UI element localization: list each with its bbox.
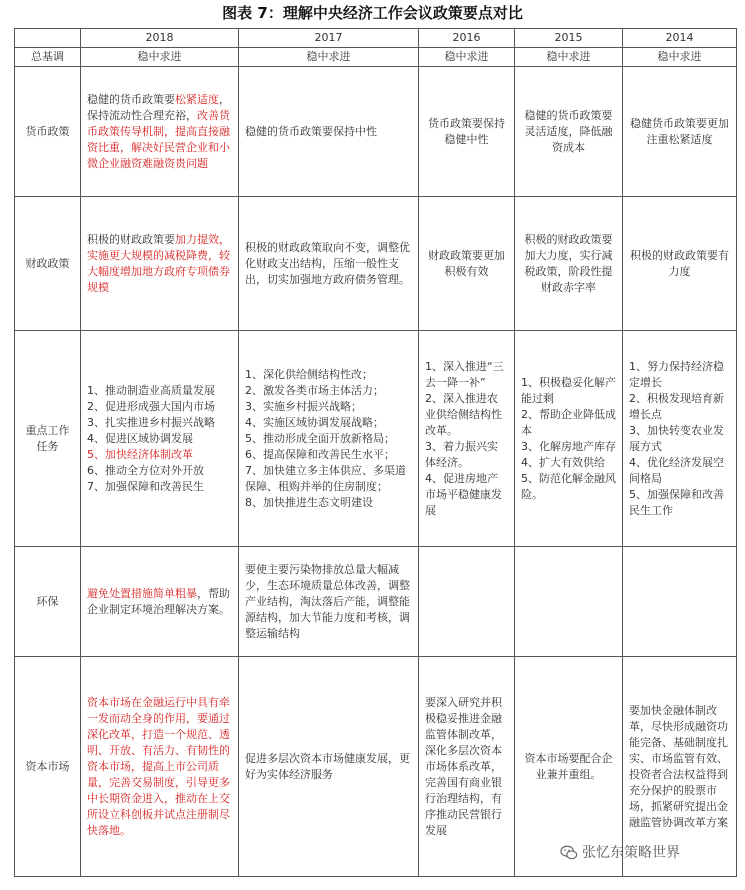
tasks-2018-item: 5、加快经济体制改革 <box>87 447 193 461</box>
monetary-2018-seg: ，保持流动性合理充裕， <box>87 92 230 122</box>
tasks-2017-item: 5、推动形成全面开放新格局； <box>245 431 395 445</box>
wechat-icon <box>560 844 578 862</box>
env-label: 环保 <box>15 547 81 657</box>
tasks-2016-item: 3、着力振兴实体经济。 <box>425 439 498 469</box>
monetary-2018-seg: 松紧适度 <box>175 92 219 106</box>
capital-2018: 资本市场在金融运行中具有牵一发而动全身的作用，要通过深化改革，打造一个规范、透明、开放、有活力、有韧性的资本市场，提高上市公司质量，完善交易制度，引导更多中长期资金进入，推动在上交所设立科创板并试点注册制尽快落地。 <box>81 657 239 877</box>
env-row <box>15 547 737 657</box>
env-2018-seg: ，帮助企业制定环境治理解决方案。 <box>87 586 230 616</box>
fiscal-2015: 积极的财政政策要加大力度，实行减税政策，阶段性提财政赤字率 <box>515 197 623 331</box>
tasks-2014-item: 4、优化经济发展空间格局 <box>629 455 724 485</box>
tasks-label: 重点工作任务 <box>15 331 81 547</box>
tasks-2015-item: 1、积极稳妥化解产能过剩 <box>521 375 616 405</box>
general-tone-2018: 稳中求进 <box>81 48 239 67</box>
general-tone-2015: 稳中求进 <box>515 48 623 67</box>
tasks-2015-item: 3、化解房地产库存 <box>521 439 616 453</box>
tasks-2014-item: 5、加强保障和改善民生工作 <box>629 487 724 517</box>
tasks-2015 <box>515 331 623 547</box>
monetary-row <box>15 67 737 197</box>
tasks-2015-item: 4、扩大有效供给 <box>521 455 605 469</box>
tasks-2014-item: 2、积极发现培育新增长点 <box>629 391 724 421</box>
monetary-2015: 稳健的货币政策要灵活适度，降低融资成本 <box>515 67 623 197</box>
fiscal-2016: 财政政策要更加积极有效 <box>419 197 515 331</box>
tasks-2017-item: 7、加快建立多主体供应、多渠道保障、租购并举的住房制度； <box>245 463 406 493</box>
capital-label: 资本市场 <box>15 657 81 877</box>
monetary-2018-seg: 稳健的货币政策要 <box>87 92 175 106</box>
env-2015 <box>515 547 623 657</box>
year-2015-header: 2015 <box>515 29 623 48</box>
tasks-2015-item: 5、防范化解金融风险。 <box>521 471 616 501</box>
policy-comparison-table <box>14 28 737 877</box>
capital-2017: 促进多层次资本市场健康发展，更好为实体经济服务 <box>239 657 419 877</box>
fiscal-row <box>15 197 737 331</box>
env-2018-seg: 避免处置措施简单粗暴 <box>87 586 197 600</box>
fiscal-2018-seg: 积极的财政政策要 <box>87 232 175 246</box>
year-2014-header: 2014 <box>623 29 737 48</box>
tasks-2017-item: 8、加快推进生态文明建设 <box>245 495 373 509</box>
tasks-2018-item: 7、加强保障和改善民生 <box>87 479 204 493</box>
monetary-2014: 稳健货币政策要更加注重松紧适度 <box>623 67 737 197</box>
tasks-2015-item: 2、帮助企业降低成本 <box>521 407 616 437</box>
tasks-2017-item: 4、实施区域协调发展战略； <box>245 415 384 429</box>
tasks-2017 <box>239 331 419 547</box>
fiscal-2018-seg: 加力提效，实施更大规模的减税降费，较大幅度增加地方政府专项债券规模 <box>87 232 230 294</box>
tasks-2014-item: 3、加快转变农业发展方式 <box>629 423 724 453</box>
tasks-row <box>15 331 737 547</box>
tasks-2014 <box>623 331 737 547</box>
capital-2014: 要加快金融体制改革，尽快形成融资功能完备、基础制度扎实、市场监管有效、投资者合法权益得到充分保护的股票市场，抓紧研究提出金融监管协调改革方案 <box>623 657 737 877</box>
env-2018 <box>81 547 239 657</box>
env-2016 <box>419 547 515 657</box>
general-tone-label: 总基调 <box>15 48 81 67</box>
monetary-label: 货币政策 <box>15 67 81 197</box>
tasks-2017-item: 6、提高保障和改善民生水平； <box>245 447 395 461</box>
tasks-2017-item: 1、深化供给侧结构性改； <box>245 367 373 381</box>
tasks-2018-item: 4、促进区域协调发展 <box>87 431 193 445</box>
tasks-2016-item: 2、深入推进农业供给侧结构性改革。 <box>425 391 502 437</box>
env-2017: 要使主要污染物排放总量大幅减少，生态环境质量总体改善，调整产业结构，淘汰落后产能，调整能源结构，加大节能力度和考核，调整运输结构 <box>239 547 419 657</box>
tasks-2018 <box>81 331 239 547</box>
header-row <box>15 29 737 48</box>
general-tone-2014: 稳中求进 <box>623 48 737 67</box>
env-2014 <box>623 547 737 657</box>
tasks-2018-item: 3、扎实推进乡村振兴战略 <box>87 415 215 429</box>
tasks-2018-item: 6、推动全方位对外开放 <box>87 463 204 477</box>
capital-2015: 资本市场要配合企业兼并重组。 <box>515 657 623 877</box>
tasks-2016-item: 4、促进房地产市场平稳健康发展 <box>425 471 502 517</box>
table-title: 图表 7：理解中央经济工作会议政策要点对比 <box>222 4 523 22</box>
fiscal-2018 <box>81 197 239 331</box>
year-2018-header: 2018 <box>81 29 239 48</box>
fiscal-label: 财政政策 <box>15 197 81 331</box>
year-2016-header: 2016 <box>419 29 515 48</box>
tasks-2014-item: 1、努力保持经济稳定增长 <box>629 359 724 389</box>
general-tone-2016: 稳中求进 <box>419 48 515 67</box>
tasks-2017-item: 3、实施乡村振兴战略； <box>245 399 362 413</box>
capital-2016: 要深入研究并积极稳妥推进金融监管体制改革，深化多层次资本市场体系改革，完善国有商业银行治理结构，有序推动民营银行发展 <box>419 657 515 877</box>
fiscal-2017: 积极的财政政策取向不变，调整优化财政支出结构，压缩一般性支出，切实加强地方政府债务管理。 <box>239 197 419 331</box>
tasks-2018-item: 2、促进形成强大国内市场 <box>87 399 215 413</box>
tasks-2018-item: 1、推动制造业高质量发展 <box>87 383 215 397</box>
fiscal-2014: 积极的财政政策要有力度 <box>623 197 737 331</box>
corner-cell <box>15 29 81 48</box>
watermark <box>560 842 745 864</box>
general-tone-2017: 稳中求进 <box>239 48 419 67</box>
general-tone-row <box>15 48 737 67</box>
tasks-2017-item: 2、激发各类市场主体活力； <box>245 383 384 397</box>
year-2017-header: 2017 <box>239 29 419 48</box>
monetary-2018-seg: 改善货币政策传导机制，提高直接融资比重，解决好民营企业和小微企业融资难融资贵问题 <box>87 108 230 170</box>
monetary-2016: 货币政策要保持稳健中性 <box>419 67 515 197</box>
watermark-text: 张忆东策略世界 <box>582 845 680 861</box>
tasks-2016 <box>419 331 515 547</box>
tasks-2016-item: 1、深入推进“三去一降一补” <box>425 359 504 389</box>
monetary-2017: 稳健的货币政策要保持中性 <box>239 67 419 197</box>
monetary-2018 <box>81 67 239 197</box>
